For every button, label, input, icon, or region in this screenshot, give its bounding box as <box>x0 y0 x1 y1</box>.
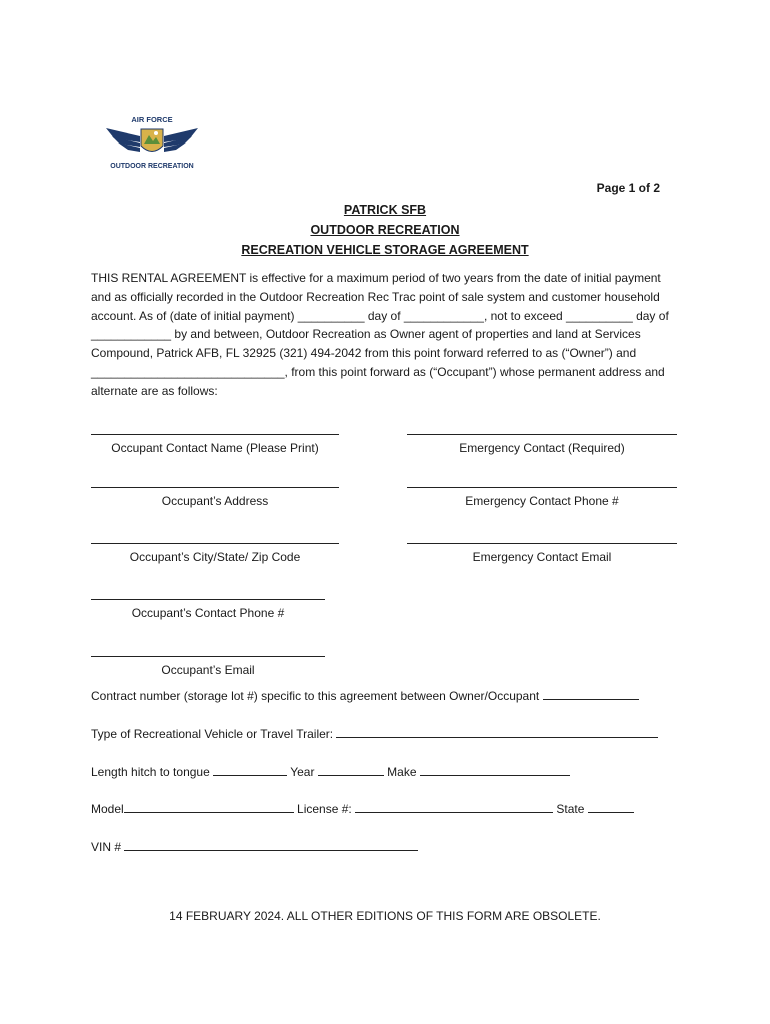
make-blank[interactable] <box>420 764 570 776</box>
occupant-city-label: Occupant’s City/State/ Zip Code <box>129 550 301 564</box>
vin-label: VIN # <box>91 840 122 854</box>
intro-paragraph: THIS RENTAL AGREEMENT is effective for a maximum period of two years from the date of initial payment and as officially recorded in the Outdoor Recreation Rec Trac point of sale system and customer household account. As of (date of initial payment) __________ day of ____________, not to exceed __________ day of ____________ by and between, Outdoor Recreation as Owner agent of properties and land at Services Compound, Patrick AFB, FL 32925 (321) 494-2042 from this point forward referred to as (“Owner”) and _____________________________, from this point forward as (“Occupant”) whose permanent address and alternate are as follows: <box>91 271 669 398</box>
title-line-1: PATRICK SFB <box>343 203 427 217</box>
occupant-name-label: Occupant Contact Name (Please Print) <box>111 441 319 455</box>
state-label: State <box>556 802 585 816</box>
occupant-name-field[interactable] <box>91 433 339 455</box>
occupant-city-line[interactable] <box>91 542 339 544</box>
occupant-email-label: Occupant’s Email <box>161 663 255 677</box>
occupant-email-field[interactable] <box>91 655 325 677</box>
model-label: Model <box>91 802 124 816</box>
license-label: License #: <box>297 802 352 816</box>
emergency-contact-field[interactable] <box>407 433 677 455</box>
make-label: Make <box>387 765 417 779</box>
occupant-name-line[interactable] <box>91 433 339 435</box>
state-blank[interactable] <box>588 801 634 813</box>
vehicle-type-blank[interactable] <box>336 726 658 738</box>
contract-number-row <box>91 688 639 703</box>
occupant-address-label: Occupant’s Address <box>161 494 269 508</box>
occupant-phone-label: Occupant’s Contact Phone # <box>131 606 285 620</box>
emergency-phone-line[interactable] <box>407 486 677 488</box>
occupant-address-line[interactable] <box>91 486 339 488</box>
emergency-phone-label: Emergency Contact Phone # <box>465 494 619 508</box>
logo-bottom-text: OUTDOOR RECREATION <box>110 163 194 170</box>
length-blank[interactable] <box>213 764 287 776</box>
vin-blank[interactable] <box>124 839 418 851</box>
license-blank[interactable] <box>355 801 553 813</box>
occupant-phone-line[interactable] <box>91 598 325 600</box>
occupant-phone-field[interactable] <box>91 598 325 620</box>
model-blank[interactable] <box>124 801 294 813</box>
emergency-contact-label: Emergency Contact (Required) <box>459 441 625 455</box>
title-line-3: RECREATION VEHICLE STORAGE AGREEMENT <box>241 243 529 257</box>
length-year-make-row <box>91 764 570 779</box>
emergency-email-line[interactable] <box>407 542 677 544</box>
wings-emblem-icon <box>100 112 204 174</box>
length-label: Length hitch to tongue <box>91 765 210 779</box>
title-block <box>0 200 770 260</box>
contract-number-label: Contract number (storage lot #) specific to this agreement between Owner/Occupant <box>91 689 540 703</box>
logo-top-text: AIR FORCE <box>131 115 173 124</box>
emergency-contact-line[interactable] <box>407 433 677 435</box>
occupant-city-field[interactable] <box>91 542 339 564</box>
outdoor-recreation-logo <box>100 112 204 174</box>
vin-row <box>91 839 418 854</box>
footer-notice: 14 FEBRUARY 2024. ALL OTHER EDITIONS OF THIS FORM ARE OBSOLETE. <box>169 909 601 923</box>
year-blank[interactable] <box>318 764 384 776</box>
emergency-email-field[interactable] <box>407 542 677 564</box>
occupant-address-field[interactable] <box>91 486 339 508</box>
page-number: Page 1 of 2 <box>596 181 660 195</box>
vehicle-type-row <box>91 726 658 741</box>
emergency-email-label: Emergency Contact Email <box>472 550 612 564</box>
occupant-email-line[interactable] <box>91 655 325 657</box>
model-license-state-row <box>91 801 634 816</box>
contract-number-blank[interactable] <box>543 688 639 700</box>
year-label: Year <box>290 765 315 779</box>
title-line-2: OUTDOOR RECREATION <box>310 223 460 237</box>
emergency-phone-field[interactable] <box>407 486 677 508</box>
vehicle-type-label: Type of Recreational Vehicle or Travel Trailer: <box>91 727 334 741</box>
